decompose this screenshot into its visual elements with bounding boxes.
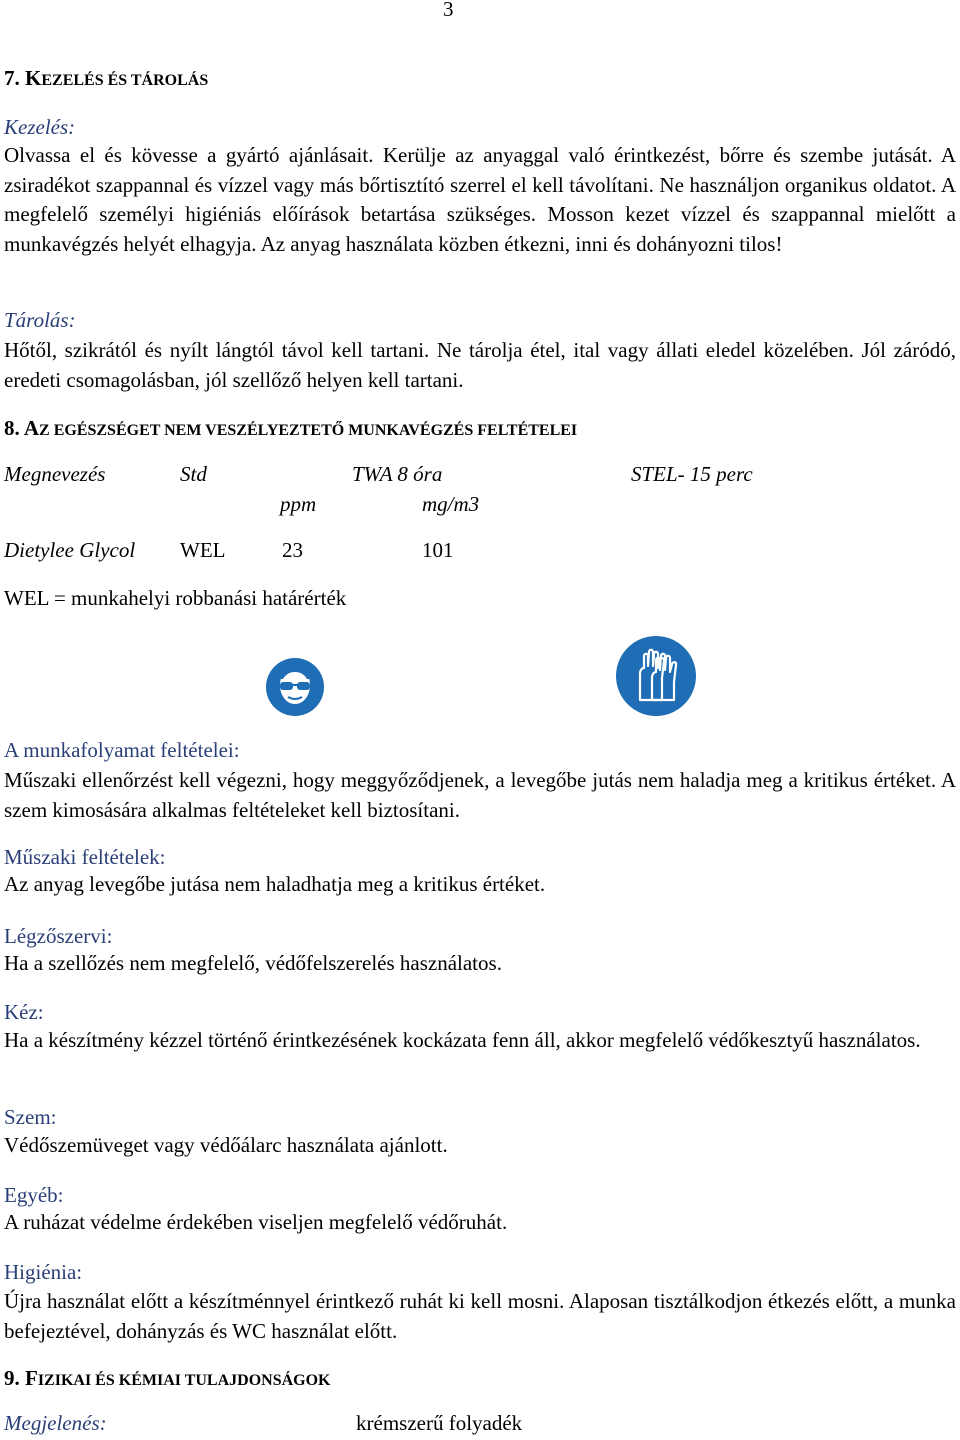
tarolas-label: Tárolás: — [4, 308, 76, 332]
col-twa: TWA 8 óra — [352, 462, 443, 486]
kez-text: Ha a készítmény kézzel történő érintkezésének kockázata fenn áll, akkor megfelelő védőkesztyű használatos. — [4, 1028, 921, 1052]
page-number: 3 — [443, 0, 454, 21]
col-megnevezes: Megnevezés — [4, 462, 106, 486]
section-9-number: 9. — [4, 1366, 20, 1390]
megjelenes-label: Megjelenés: — [4, 1411, 107, 1435]
section-9-heading — [4, 1366, 330, 1391]
kezeles-label: Kezelés: — [4, 115, 76, 139]
higienia-label: Higiénia: — [4, 1260, 83, 1284]
section-7-title-rest: EZELÉS ÉS TÁROLÁS — [41, 72, 209, 89]
unit-mg: mg/m3 — [422, 492, 480, 516]
muszaki-text: Az anyag levegőbe jutása nem haladhatja meg a kritikus értéket. — [4, 872, 546, 896]
col-stel: STEL- 15 perc — [631, 462, 753, 486]
section-7-heading — [4, 66, 208, 91]
megjelenes-value: krémszerű folyadék — [356, 1411, 523, 1435]
face-eye-protection-icon — [266, 658, 324, 716]
section-9-title-initial: F — [25, 1366, 38, 1390]
row-ppm: 23 — [282, 538, 303, 562]
kezeles-text: Olvassa el és kövesse a gyártó ajánlásait. Kerülje az anyaggal való érintkezést, bőrre és szembe jutását. A zsiradékot szappannal és vízzel vagy más bőrtisztító szerrel el kell távolítani. Ne használjon organikus oldatot. A megfelelő személyi higiéniás előírások betartása szükséges. Mosson kezet vízzel és szappannal mielőtt a munkavégzés helyét elhagyja. Az anyag használata közben étkezni, inni és dohányozni tilos! — [4, 143, 956, 256]
section-7-title-initial: K — [25, 66, 42, 90]
section-8-heading — [4, 416, 577, 441]
szem-label: Szem: — [4, 1105, 57, 1129]
szem-text: Védőszemüveget vagy védőálarc használata ajánlott. — [4, 1133, 448, 1157]
unit-ppm: ppm — [280, 492, 317, 516]
col-std: Std — [180, 462, 207, 486]
section-8-title-rest: Z EGÉSZSÉGET NEM VESZÉLYEZTETŐ MUNKAVÉGZÉS FELTÉTELEI — [39, 422, 578, 439]
section-7-number: 7. — [4, 66, 20, 90]
egyeb-text: A ruházat védelme érdekében viseljen megfelelő védőruhát. — [4, 1210, 508, 1234]
higienia-text: Újra használat előtt a készítménnyel érintkező ruhát ki kell mosni. Alaposan tisztálkodjon étkezés előtt, a munka befejeztével, dohányzás és WC használat előtt. — [4, 1289, 956, 1343]
row-std: WEL — [180, 538, 226, 562]
row-mg: 101 — [422, 538, 454, 562]
section-9-title-rest: IZIKAI ÉS KÉMIAI TULAJDONSÁGOK — [37, 1372, 331, 1389]
legzoszervi-label: Légzőszervi: — [4, 924, 113, 948]
muszaki-label: Műszaki feltételek: — [4, 845, 166, 869]
legzoszervi-text: Ha a szellőzés nem megfelelő, védőfelszerelés használatos. — [4, 951, 502, 975]
kez-label: Kéz: — [4, 1000, 44, 1024]
tarolas-text: Hőtől, szikrától és nyílt lángtól távol kell tartani. Ne tárolja étel, ital vagy állati eledel közelében. Jól záródó, eredeti csomagolásban, jól szellőző helyen kell tartani. — [4, 338, 956, 392]
munkafolyamat-text: Műszaki ellenőrzést kell végezni, hogy meggyőződjenek, a levegőbe jutás nem haladja meg a kritikus értéket. A szem kimosására alkalmas feltételeket kell biztosítani. — [4, 768, 956, 822]
munkafolyamat-label: A munkafolyamat feltételei: — [4, 738, 240, 762]
section-8-number: 8. — [4, 416, 20, 440]
row-name: Dietylee Glycol — [4, 538, 136, 562]
wel-note: WEL = munkahelyi robbanási határérték — [4, 586, 347, 610]
egyeb-label: Egyéb: — [4, 1183, 64, 1207]
gloves-icon — [614, 634, 672, 692]
section-8-title-initial: A — [23, 416, 40, 440]
